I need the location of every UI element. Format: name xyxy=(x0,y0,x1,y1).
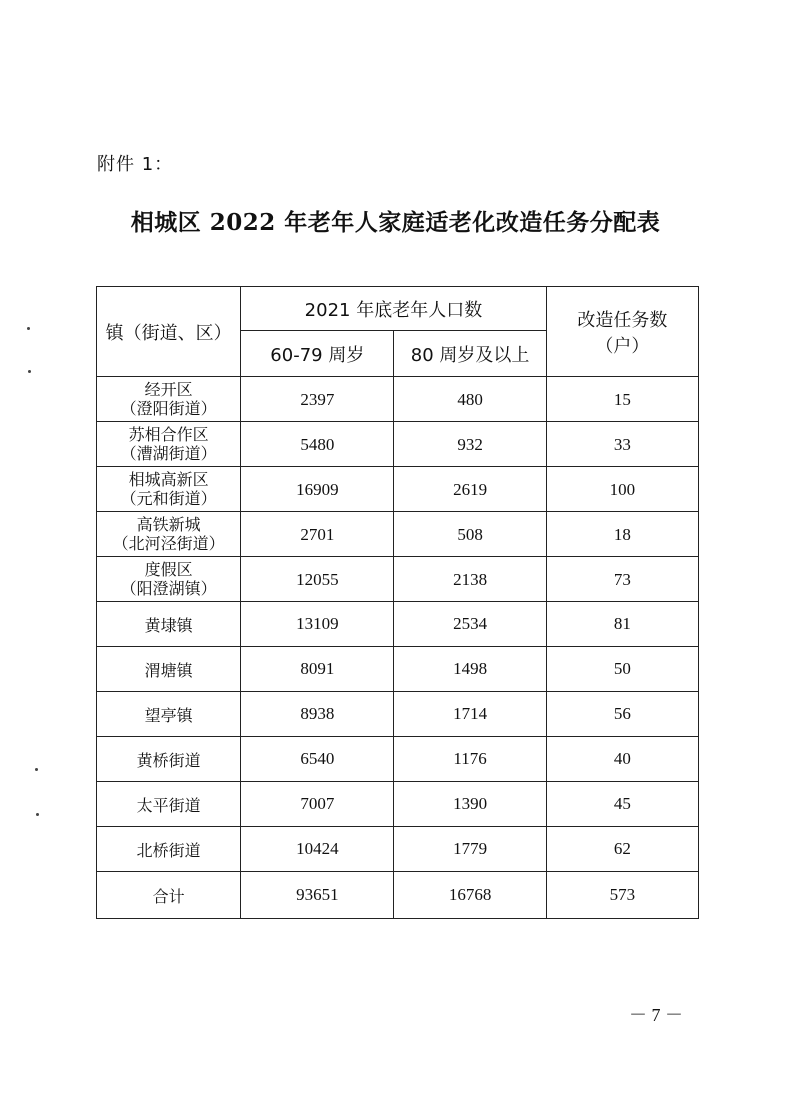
scan-speck xyxy=(27,327,30,330)
age-60-79-cell: 10424 xyxy=(241,827,394,872)
age-60-79-cell: 12055 xyxy=(241,557,394,602)
age-80-plus-cell: 1714 xyxy=(394,692,546,737)
tasks-cell: 45 xyxy=(546,782,698,827)
table-row xyxy=(97,512,699,557)
header-town: 镇（街道、区） xyxy=(97,287,241,377)
tasks-cell: 40 xyxy=(546,737,698,782)
tasks-cell: 56 xyxy=(546,692,698,737)
table-row xyxy=(97,827,699,872)
table-row xyxy=(97,647,699,692)
table-body xyxy=(97,377,699,919)
table-row xyxy=(97,557,699,602)
town-cell xyxy=(97,647,241,692)
table-row xyxy=(97,467,699,512)
age-60-79-cell: 8091 xyxy=(241,647,394,692)
page-number: － 7 － xyxy=(629,1005,683,1025)
town-cell xyxy=(97,692,241,737)
age-80-plus-cell: 1390 xyxy=(394,782,546,827)
town-cell xyxy=(97,602,241,647)
age-60-79-cell: 7007 xyxy=(241,782,394,827)
age-80-plus-cell: 508 xyxy=(394,512,546,557)
total-row xyxy=(97,872,699,919)
town-name: 太平街道 xyxy=(136,795,201,815)
tasks-cell: 15 xyxy=(546,377,698,422)
document-title: 相城区 2022 年老年人家庭适老化改造任务分配表 xyxy=(130,209,661,236)
town-subname: （元和街道） xyxy=(120,489,217,508)
table-row xyxy=(97,602,699,647)
age-60-79-cell: 2701 xyxy=(241,512,394,557)
age-80-plus-cell: 2138 xyxy=(394,557,546,602)
header-age-60-79: 60-79 周岁 xyxy=(241,331,394,377)
total-age-80-plus: 16768 xyxy=(394,872,546,919)
total-tasks: 573 xyxy=(546,872,698,919)
age-80-plus-cell: 2619 xyxy=(394,467,546,512)
town-name: 北桥街道 xyxy=(136,840,201,860)
town-name: 黄桥街道 xyxy=(136,750,201,770)
scan-speck xyxy=(36,813,39,816)
town-cell xyxy=(97,737,241,782)
town-subname: （澄阳街道） xyxy=(120,399,217,418)
header-age-80-plus: 80 周岁及以上 xyxy=(394,331,546,377)
table-row xyxy=(97,782,699,827)
tasks-cell: 81 xyxy=(546,602,698,647)
allocation-table xyxy=(96,286,699,919)
tasks-cell: 50 xyxy=(546,647,698,692)
town-name: 渭塘镇 xyxy=(144,660,193,680)
tasks-cell: 100 xyxy=(546,467,698,512)
town-cell xyxy=(97,467,241,512)
scan-speck xyxy=(35,768,38,771)
town-name: 望亭镇 xyxy=(144,705,193,725)
header-tasks-line2: （户） xyxy=(595,335,650,357)
age-60-79-cell: 16909 xyxy=(241,467,394,512)
age-80-plus-cell: 1176 xyxy=(394,737,546,782)
age-60-79-cell: 8938 xyxy=(241,692,394,737)
town-name: 高铁新城 xyxy=(136,515,201,534)
age-60-79-cell: 5480 xyxy=(241,422,394,467)
age-80-plus-cell: 1498 xyxy=(394,647,546,692)
town-cell xyxy=(97,422,241,467)
town-name: 相城高新区 xyxy=(128,470,209,489)
header-tasks-line1: 改造任务数 xyxy=(577,309,668,331)
tasks-cell: 73 xyxy=(546,557,698,602)
table-row xyxy=(97,692,699,737)
header-population: 2021 年底老年人口数 xyxy=(241,287,547,331)
age-60-79-cell: 2397 xyxy=(241,377,394,422)
age-80-plus-cell: 480 xyxy=(394,377,546,422)
tasks-cell: 33 xyxy=(546,422,698,467)
town-cell xyxy=(97,827,241,872)
tasks-cell: 62 xyxy=(546,827,698,872)
age-60-79-cell: 6540 xyxy=(241,737,394,782)
table-row xyxy=(97,422,699,467)
age-60-79-cell: 13109 xyxy=(241,602,394,647)
age-80-plus-cell: 1779 xyxy=(394,827,546,872)
table-row xyxy=(97,377,699,422)
tasks-cell: 18 xyxy=(546,512,698,557)
total-label: 合计 xyxy=(97,872,241,919)
header-tasks xyxy=(546,287,698,377)
town-subname: （阳澄湖镇） xyxy=(120,579,217,598)
town-subname: （漕湖街道） xyxy=(120,444,217,463)
town-cell xyxy=(97,557,241,602)
total-age-60-79: 93651 xyxy=(241,872,394,919)
town-name: 经开区 xyxy=(144,380,193,399)
age-80-plus-cell: 932 xyxy=(394,422,546,467)
age-80-plus-cell: 2534 xyxy=(394,602,546,647)
attachment-label: 附件 1： xyxy=(97,154,174,175)
town-subname: （北河泾街道） xyxy=(112,534,225,553)
town-name: 黄埭镇 xyxy=(144,615,193,635)
town-cell xyxy=(97,512,241,557)
town-name: 苏相合作区 xyxy=(128,425,209,444)
town-cell xyxy=(97,782,241,827)
town-cell xyxy=(97,377,241,422)
town-name: 度假区 xyxy=(144,560,193,579)
table-row xyxy=(97,737,699,782)
scan-speck xyxy=(28,370,31,373)
